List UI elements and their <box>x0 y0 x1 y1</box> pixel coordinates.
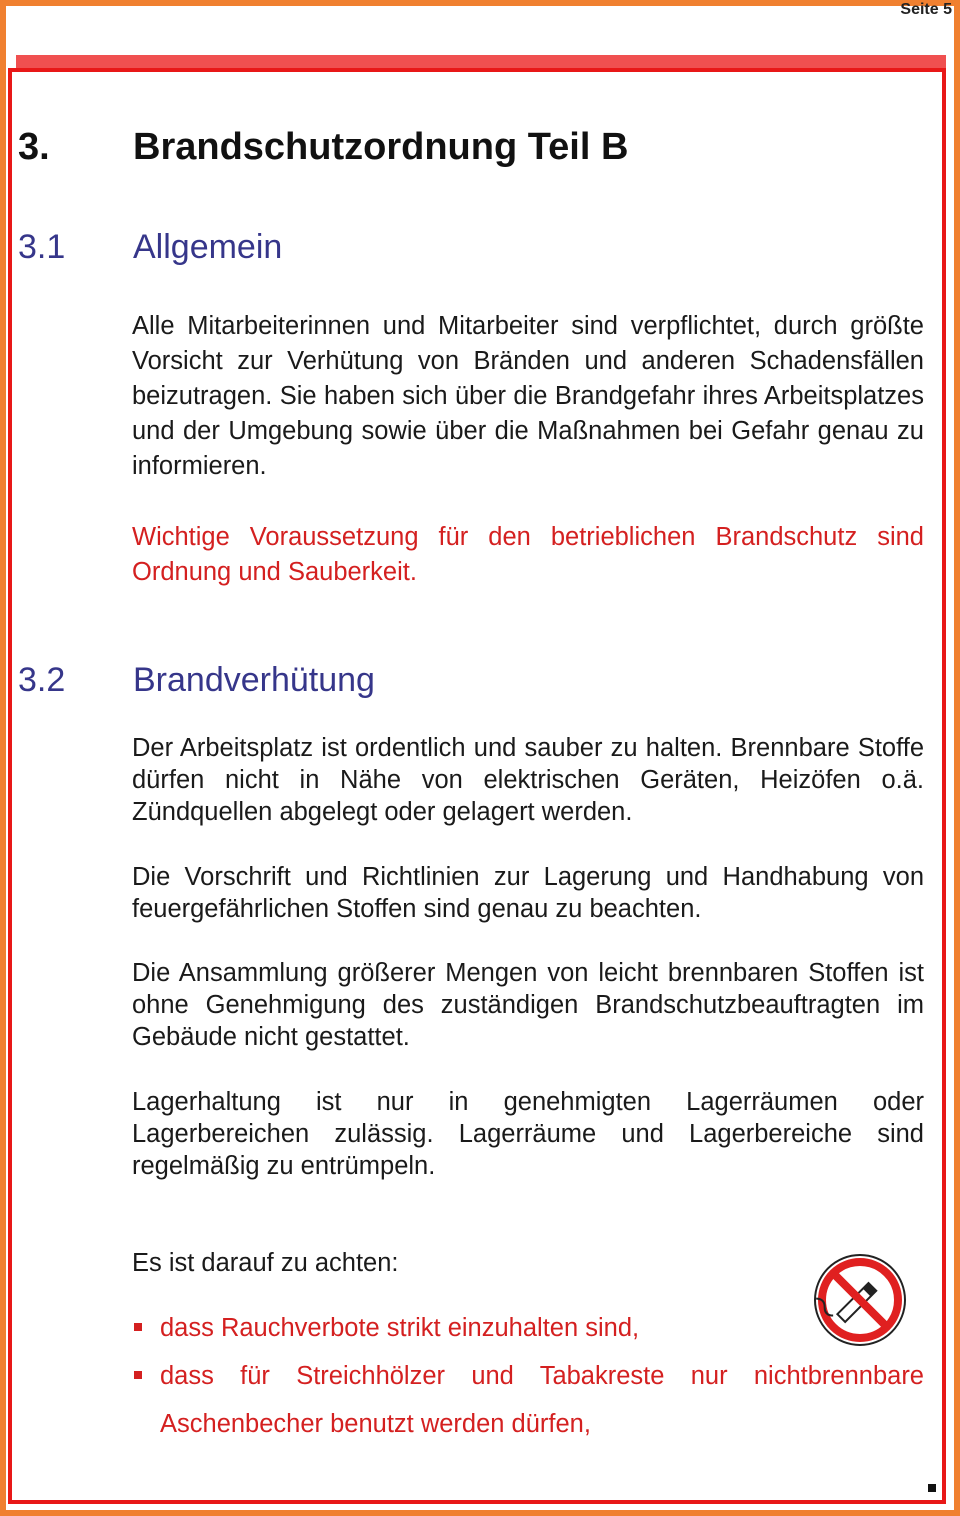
paragraph-general: Alle Mitarbeiterinnen und Mitarbeiter sind verpflichtet, durch größte Vorsicht zur Verhütung von Bränden und anderen Schadensfällen beizutragen. Sie haben sich über die Brandgefahr ihres Arbeitsplatzes und der Umgebung sowie über die Maßnahmen bei Gefahr genau zu informieren. <box>132 312 924 480</box>
list-item <box>132 1304 924 1352</box>
paragraph-accumulation: Die Ansammlung größerer Mengen von leicht brennbaren Stoffen ist ohne Genehmigung des zuständigen Brandschutzbeauftragten im Gebäude nicht gestattet. <box>132 959 924 1051</box>
chapter-number: 3. <box>18 126 50 168</box>
section-number: 3.1 <box>18 228 66 266</box>
paragraph-storage: Lagerhaltung ist nur in genehmigten Lagerräumen oder Lagerbereichen zulässig. Lagerräume und Lagerbereiche sind regelmäßig zu entrümpeln. <box>132 1088 924 1180</box>
page-number: Seite 5 <box>900 1 952 18</box>
paragraph-regulations: Die Vorschrift und Richtlinien zur Lagerung und Handhabung von feuergefährlichen Stoffen sind genau zu beachten. <box>132 863 924 923</box>
highlight-order-cleanliness: Wichtige Voraussetzung für den betrieblichen Brandschutz sind Ordnung und Sauberkeit. <box>132 523 924 586</box>
section-heading-allgemein <box>18 227 282 267</box>
paragraph-workplace: Der Arbeitsplatz ist ordentlich und sauber zu halten. Brennbare Stoffe dürfen nicht in Nähe von elektrischen Geräten, Heizöfen o.ä. Zündquellen abgelegt oder gelagert werden. <box>132 734 924 826</box>
bullet-square-icon <box>134 1371 142 1379</box>
chapter-title: Brandschutzordnung Teil B <box>133 126 629 168</box>
list-item-text: dass für Streichhölzer und Tabakreste nur nichtbrennbare Aschenbecher benutzt werden dürfen, <box>160 1362 924 1438</box>
chapter-heading <box>18 124 628 170</box>
section-heading-brandverhuetung <box>18 660 375 700</box>
corner-mark <box>928 1484 936 1492</box>
list-item-text: dass Rauchverbote strikt einzuhalten sind, <box>160 1314 640 1342</box>
header-band <box>16 55 946 69</box>
section-title: Brandverhütung <box>133 661 375 699</box>
bullet-square-icon <box>134 1323 142 1331</box>
requirements-list <box>132 1304 924 1448</box>
section-number: 3.2 <box>18 661 66 699</box>
list-intro: Es ist darauf zu achten: <box>132 1249 399 1277</box>
section-title: Allgemein <box>133 228 283 266</box>
no-smoking-icon <box>812 1252 908 1348</box>
list-item <box>132 1352 924 1448</box>
